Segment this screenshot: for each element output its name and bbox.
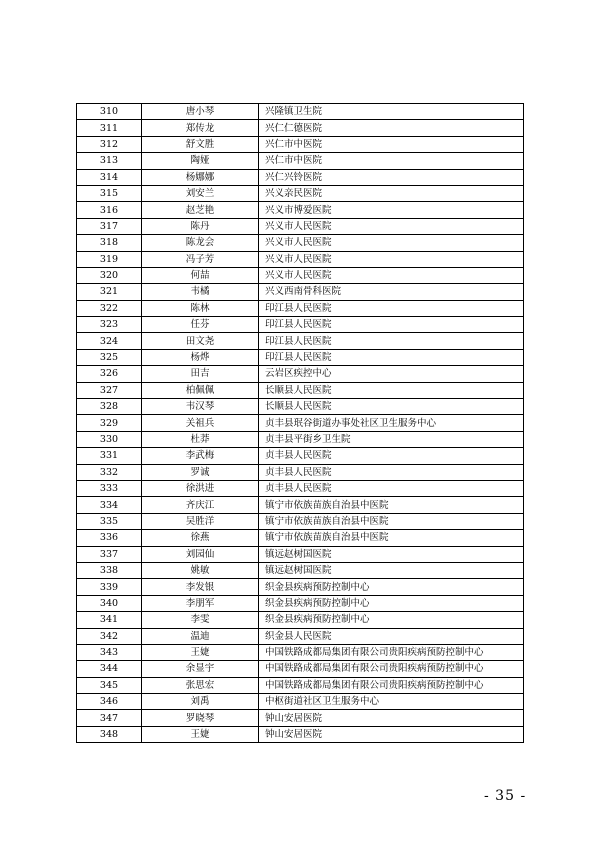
row-number-cell: 310	[77, 104, 142, 120]
name-cell: 罗晓琴	[142, 710, 259, 726]
unit-cell: 印江县人民医院	[259, 300, 524, 316]
name-cell: 唐小琴	[142, 104, 259, 120]
unit-cell: 兴义市人民医院	[259, 218, 524, 234]
row-number-cell: 320	[77, 267, 142, 283]
unit-cell: 镇宁市依族苗族自治县中医院	[259, 530, 524, 546]
unit-cell: 印江县人民医院	[259, 333, 524, 349]
row-number-cell: 327	[77, 382, 142, 398]
table-row	[77, 317, 524, 333]
table-row	[77, 448, 524, 464]
unit-cell: 兴义市博爱医院	[259, 202, 524, 218]
table-row	[77, 595, 524, 611]
row-number-cell: 316	[77, 202, 142, 218]
unit-cell: 兴仁市中医院	[259, 153, 524, 169]
name-cell: 冯子芳	[142, 251, 259, 267]
name-cell: 李雯	[142, 612, 259, 628]
name-cell: 徐洪进	[142, 480, 259, 496]
roster-body	[77, 104, 524, 743]
name-cell: 赵芝艳	[142, 202, 259, 218]
table-row	[77, 612, 524, 628]
name-cell: 张思宏	[142, 677, 259, 693]
table-row	[77, 366, 524, 382]
row-number-cell: 338	[77, 562, 142, 578]
name-cell: 韦汉琴	[142, 399, 259, 415]
table-row	[77, 251, 524, 267]
name-cell: 关祖兵	[142, 415, 259, 431]
name-cell: 田吉	[142, 366, 259, 382]
table-row	[77, 726, 524, 742]
row-number-cell: 311	[77, 120, 142, 136]
unit-cell: 兴义市人民医院	[259, 267, 524, 283]
name-cell: 陶娅	[142, 153, 259, 169]
row-number-cell: 339	[77, 579, 142, 595]
table-row	[77, 136, 524, 152]
name-cell: 王婕	[142, 726, 259, 742]
name-cell: 李武梅	[142, 448, 259, 464]
table-row	[77, 218, 524, 234]
unit-cell: 兴义亲民医院	[259, 185, 524, 201]
unit-cell: 兴仁兴铃医院	[259, 169, 524, 185]
table-row	[77, 530, 524, 546]
name-cell: 杨娜娜	[142, 169, 259, 185]
row-number-cell: 341	[77, 612, 142, 628]
row-number-cell: 347	[77, 710, 142, 726]
table-row	[77, 431, 524, 447]
row-number-cell: 318	[77, 235, 142, 251]
unit-cell: 贞丰县人民医院	[259, 448, 524, 464]
row-number-cell: 317	[77, 218, 142, 234]
name-cell: 罗诚	[142, 464, 259, 480]
table-row	[77, 185, 524, 201]
unit-cell: 中国铁路成都局集团有限公司贵阳疾病预防控制中心	[259, 644, 524, 660]
name-cell: 吴胜洋	[142, 513, 259, 529]
table-row	[77, 120, 524, 136]
name-cell: 温迪	[142, 628, 259, 644]
name-cell: 李发银	[142, 579, 259, 595]
name-cell: 刘园仙	[142, 546, 259, 562]
table-row	[77, 710, 524, 726]
roster-table	[76, 103, 524, 743]
unit-cell: 长顺县人民医院	[259, 382, 524, 398]
row-number-cell: 348	[77, 726, 142, 742]
unit-cell: 中枢街道社区卫生服务中心	[259, 694, 524, 710]
name-cell: 舒文胜	[142, 136, 259, 152]
table-row	[77, 169, 524, 185]
row-number-cell: 324	[77, 333, 142, 349]
name-cell: 任芬	[142, 317, 259, 333]
unit-cell: 云岩区疾控中心	[259, 366, 524, 382]
row-number-cell: 334	[77, 497, 142, 513]
table-row	[77, 284, 524, 300]
unit-cell: 贞丰县人民医院	[259, 464, 524, 480]
table-row	[77, 480, 524, 496]
table-row	[77, 202, 524, 218]
row-number-cell: 314	[77, 169, 142, 185]
table-row	[77, 333, 524, 349]
table-row	[77, 497, 524, 513]
unit-cell: 中国铁路成都局集团有限公司贵阳疾病预防控制中心	[259, 677, 524, 693]
unit-cell: 织金县疾病预防控制中心	[259, 595, 524, 611]
unit-cell: 钟山安居医院	[259, 710, 524, 726]
name-cell: 刘禹	[142, 694, 259, 710]
table-row	[77, 235, 524, 251]
name-cell: 徐燕	[142, 530, 259, 546]
row-number-cell: 315	[77, 185, 142, 201]
name-cell: 姚敏	[142, 562, 259, 578]
name-cell: 陈林	[142, 300, 259, 316]
unit-cell: 兴隆镇卫生院	[259, 104, 524, 120]
row-number-cell: 325	[77, 349, 142, 365]
unit-cell: 兴义市人民医院	[259, 251, 524, 267]
table-row	[77, 579, 524, 595]
row-number-cell: 332	[77, 464, 142, 480]
page-number: - 35 -	[484, 788, 527, 804]
unit-cell: 镇宁市依族苗族自治县中医院	[259, 497, 524, 513]
table-row	[77, 546, 524, 562]
row-number-cell: 323	[77, 317, 142, 333]
table-row	[77, 104, 524, 120]
row-number-cell: 330	[77, 431, 142, 447]
unit-cell: 贞丰县平街乡卫生院	[259, 431, 524, 447]
row-number-cell: 312	[77, 136, 142, 152]
table-row	[77, 399, 524, 415]
row-number-cell: 345	[77, 677, 142, 693]
unit-cell: 兴仁仁德医院	[259, 120, 524, 136]
unit-cell: 织金县疾病预防控制中心	[259, 612, 524, 628]
table-row	[77, 694, 524, 710]
unit-cell: 长顺县人民医院	[259, 399, 524, 415]
unit-cell: 织金县疾病预防控制中心	[259, 579, 524, 595]
row-number-cell: 342	[77, 628, 142, 644]
table-row	[77, 513, 524, 529]
name-cell: 陈龙会	[142, 235, 259, 251]
row-number-cell: 331	[77, 448, 142, 464]
row-number-cell: 321	[77, 284, 142, 300]
unit-cell: 镇宁市依族苗族自治县中医院	[259, 513, 524, 529]
unit-cell: 贞丰县人民医院	[259, 480, 524, 496]
table-row	[77, 300, 524, 316]
table-row	[77, 415, 524, 431]
row-number-cell: 313	[77, 153, 142, 169]
unit-cell: 兴义市人民医院	[259, 235, 524, 251]
name-cell: 田文尧	[142, 333, 259, 349]
name-cell: 余显宇	[142, 661, 259, 677]
row-number-cell: 326	[77, 366, 142, 382]
row-number-cell: 329	[77, 415, 142, 431]
row-number-cell: 322	[77, 300, 142, 316]
table-row	[77, 644, 524, 660]
table-row	[77, 562, 524, 578]
unit-cell: 中国铁路成都局集团有限公司贵阳疾病预防控制中心	[259, 661, 524, 677]
unit-cell: 兴义西南骨科医院	[259, 284, 524, 300]
name-cell: 何喆	[142, 267, 259, 283]
name-cell: 杨烨	[142, 349, 259, 365]
unit-cell: 兴仁市中医院	[259, 136, 524, 152]
row-number-cell: 344	[77, 661, 142, 677]
unit-cell: 镇远赵树国医院	[259, 562, 524, 578]
name-cell: 郑传龙	[142, 120, 259, 136]
unit-cell: 织金县人民医院	[259, 628, 524, 644]
row-number-cell: 337	[77, 546, 142, 562]
table-row	[77, 628, 524, 644]
name-cell: 齐庆江	[142, 497, 259, 513]
name-cell: 陈丹	[142, 218, 259, 234]
table-row	[77, 153, 524, 169]
unit-cell: 印江县人民医院	[259, 317, 524, 333]
name-cell: 杜莽	[142, 431, 259, 447]
unit-cell: 钟山安居医院	[259, 726, 524, 742]
row-number-cell: 333	[77, 480, 142, 496]
table-row	[77, 464, 524, 480]
name-cell: 刘安兰	[142, 185, 259, 201]
row-number-cell: 328	[77, 399, 142, 415]
table-row	[77, 382, 524, 398]
row-number-cell: 343	[77, 644, 142, 660]
table-row	[77, 267, 524, 283]
name-cell: 韦橘	[142, 284, 259, 300]
row-number-cell: 340	[77, 595, 142, 611]
table-row	[77, 677, 524, 693]
row-number-cell: 336	[77, 530, 142, 546]
row-number-cell: 319	[77, 251, 142, 267]
name-cell: 柏佩佩	[142, 382, 259, 398]
row-number-cell: 346	[77, 694, 142, 710]
unit-cell: 印江县人民医院	[259, 349, 524, 365]
name-cell: 李朋军	[142, 595, 259, 611]
table-row	[77, 661, 524, 677]
unit-cell: 镇远赵树国医院	[259, 546, 524, 562]
name-cell: 王婕	[142, 644, 259, 660]
row-number-cell: 335	[77, 513, 142, 529]
unit-cell: 贞丰县珉谷街道办事处社区卫生服务中心	[259, 415, 524, 431]
table-row	[77, 349, 524, 365]
